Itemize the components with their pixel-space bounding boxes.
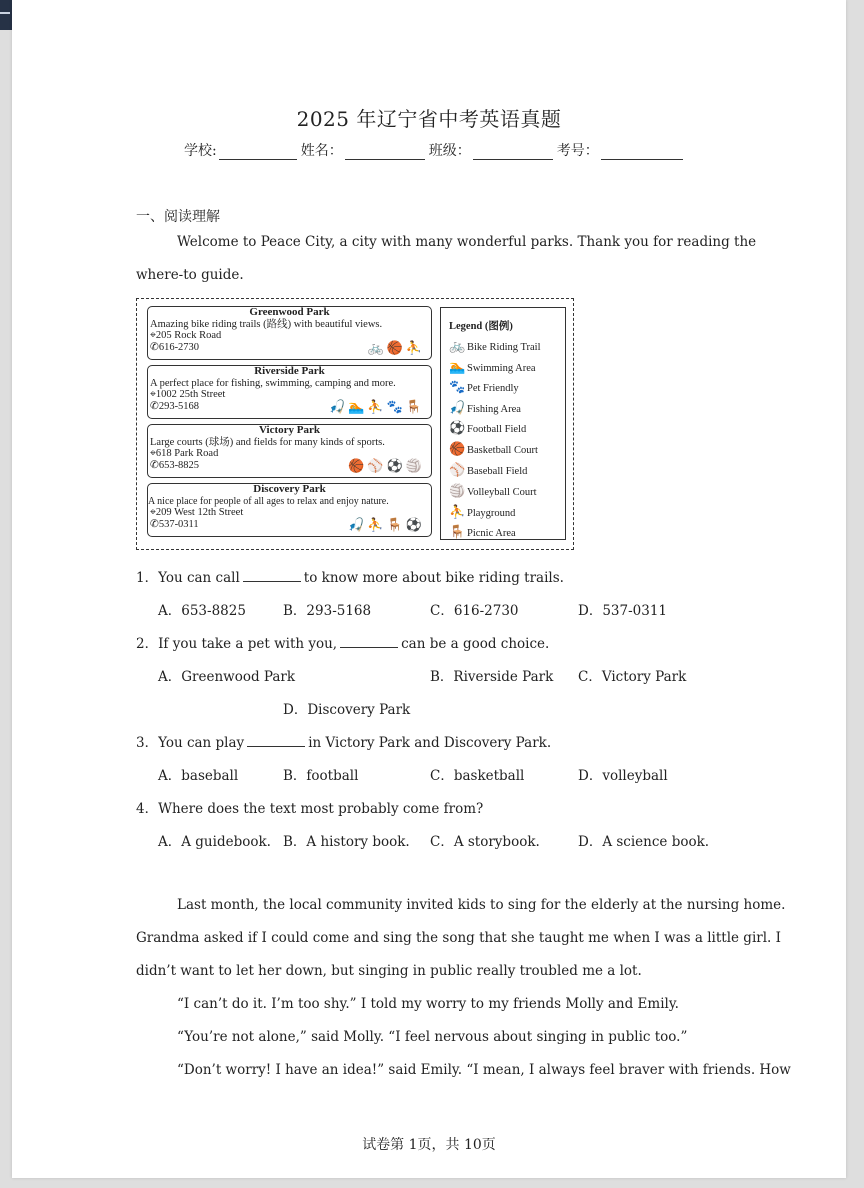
legend-label: Bike Riding Trail bbox=[467, 342, 541, 353]
school-blank[interactable] bbox=[219, 145, 297, 160]
location-icon: ⌖ bbox=[150, 507, 156, 518]
park-facility-icons: 🏀⚾⚽🏐 bbox=[348, 457, 425, 473]
passage-line: Grandma asked if I could come and sing the song that she taught me when I was a little girl. I bbox=[136, 930, 781, 946]
park-phone: 653-8825 bbox=[158, 459, 200, 471]
park-phone: 293-5168 bbox=[158, 400, 200, 412]
park-address: 1002 25th Street bbox=[155, 389, 226, 400]
park-name: Discovery Park bbox=[253, 483, 326, 495]
park-card-victory bbox=[147, 424, 432, 478]
park-facility-icons: 🚲🏀⛹ bbox=[367, 339, 425, 355]
answer-blank[interactable] bbox=[340, 636, 398, 648]
option[interactable]: B．Riverside Park bbox=[430, 669, 554, 685]
park-phone: 537-0311 bbox=[158, 518, 199, 530]
answer-blank[interactable] bbox=[247, 735, 305, 747]
option[interactable]: C．Victory Park bbox=[578, 669, 687, 685]
park-name: Victory Park bbox=[259, 424, 320, 436]
park-card-discovery bbox=[147, 483, 432, 537]
park-description: A nice place for people of all ages to relax and enjoy nature. bbox=[148, 495, 389, 507]
picnic-icon: 🪑 bbox=[449, 524, 466, 539]
option[interactable]: D．Discovery Park bbox=[283, 702, 411, 718]
exam-number-blank[interactable] bbox=[601, 145, 683, 160]
legend-title: Legend (图例) bbox=[449, 321, 513, 332]
basketball-icon: 🏀 bbox=[449, 441, 466, 456]
question-number: 1． bbox=[136, 570, 159, 586]
location-icon: ⌖ bbox=[150, 389, 156, 400]
option[interactable]: D．537-0311 bbox=[578, 603, 668, 619]
park-address: 209 West 12th Street bbox=[155, 507, 244, 518]
option[interactable]: D．volleyball bbox=[578, 768, 668, 784]
location-icon: ⌖ bbox=[150, 448, 156, 459]
question-text: You can call bbox=[158, 570, 240, 586]
question-number: 3． bbox=[136, 735, 159, 751]
phone-icon: ✆ bbox=[150, 400, 159, 412]
page-footer: 试卷第 1页，共 10页 bbox=[362, 1137, 496, 1153]
option[interactable]: B．293-5168 bbox=[283, 603, 372, 619]
legend-label: Volleyball Court bbox=[467, 487, 537, 498]
question-text: Where does the text most probably come from? bbox=[158, 801, 484, 817]
volleyball-icon: 🏐 bbox=[449, 483, 466, 498]
baseball-icon: ⚾ bbox=[449, 462, 466, 477]
intro-line-1: Welcome to Peace City, a city with many wonderful parks. Thank you for reading the bbox=[177, 234, 757, 250]
legend-label: Picnic Area bbox=[467, 528, 516, 539]
park-address: 618 Park Road bbox=[155, 448, 219, 459]
exam-number-label: 考号： bbox=[556, 143, 599, 159]
question-number: 4． bbox=[136, 801, 159, 817]
park-phone: 616-2730 bbox=[158, 341, 200, 353]
passage-line: didn’t want to let her down, but singing in public really troubled me a lot. bbox=[136, 963, 642, 979]
phone-icon: ✆ bbox=[150, 518, 159, 530]
legend-label: Playground bbox=[467, 508, 516, 519]
question-1 bbox=[136, 566, 564, 586]
legend-label: Basketball Court bbox=[467, 445, 538, 456]
football-icon: ⚽ bbox=[449, 420, 466, 435]
option[interactable]: C．basketball bbox=[430, 768, 525, 784]
park-facility-icons: 🎣🏊⛹🐾🪑 bbox=[329, 398, 425, 414]
legend-label: Baseball Field bbox=[467, 466, 528, 477]
name-label: 姓名： bbox=[300, 143, 343, 159]
phone-icon: ✆ bbox=[150, 341, 159, 353]
passage-line: “Don’t worry! I have an idea!” said Emily. “I mean, I always feel braver with friends. How bbox=[177, 1062, 791, 1078]
school-label: 学校: bbox=[184, 143, 217, 159]
park-guide bbox=[136, 298, 574, 550]
paw-icon: 🐾 bbox=[449, 379, 466, 394]
question-text: to know more about bike riding trails. bbox=[303, 570, 564, 586]
option[interactable]: A．Greenwood Park bbox=[158, 669, 296, 685]
legend-label: Swimming Area bbox=[467, 363, 536, 374]
question-2 bbox=[136, 632, 549, 652]
exam-page bbox=[12, 0, 846, 1178]
legend-label: Fishing Area bbox=[467, 404, 521, 415]
fishing-icon: 🎣 bbox=[449, 400, 466, 415]
option[interactable]: A．653-8825 bbox=[158, 603, 246, 619]
park-card-riverside bbox=[147, 365, 432, 419]
question-3 bbox=[136, 731, 551, 751]
playground-icon: ⛹ bbox=[449, 504, 466, 519]
legend-label: Football Field bbox=[467, 424, 527, 435]
question-text: in Victory Park and Discovery Park. bbox=[308, 735, 552, 751]
student-info-row bbox=[184, 140, 687, 160]
bike-icon: 🚲 bbox=[449, 338, 466, 353]
section-title: 一、阅读理解 bbox=[136, 209, 220, 225]
legend-box bbox=[440, 307, 566, 540]
location-icon: ⌖ bbox=[150, 330, 156, 341]
option[interactable]: B．A history book. bbox=[283, 834, 410, 850]
passage-line: Last month, the local community invited kids to sing for the elderly at the nursing home. bbox=[177, 897, 786, 913]
park-description: A perfect place for fishing, swimming, camping and more. bbox=[150, 377, 396, 389]
page-title: 2025 年辽宁省中考英语真题 bbox=[296, 107, 562, 131]
answer-blank[interactable] bbox=[243, 570, 301, 582]
park-card-greenwood bbox=[147, 306, 432, 360]
park-facility-icons: 🎣⛹🪑⚽ bbox=[348, 516, 425, 532]
park-name: Greenwood Park bbox=[249, 306, 330, 318]
swimming-icon: 🏊 bbox=[449, 359, 466, 374]
phone-icon: ✆ bbox=[150, 459, 159, 471]
park-name: Riverside Park bbox=[254, 365, 325, 377]
option[interactable]: C．A storybook. bbox=[430, 834, 540, 850]
class-blank[interactable] bbox=[473, 145, 553, 160]
option[interactable]: A．A guidebook. bbox=[158, 834, 271, 850]
passage-line: “You’re not alone,” said Molly. “I feel nervous about singing in public too.” bbox=[177, 1029, 688, 1045]
intro-line-2: where-to guide. bbox=[136, 267, 244, 283]
park-address: 205 Rock Road bbox=[155, 330, 222, 341]
question-number: 2． bbox=[136, 636, 159, 652]
park-description: Large courts (球场) and fields for many kinds of sports. bbox=[150, 436, 385, 448]
question-text: can be a good choice. bbox=[401, 636, 550, 652]
option[interactable]: A．baseball bbox=[158, 768, 239, 784]
class-label: 班级： bbox=[428, 143, 471, 159]
question-4 bbox=[136, 797, 483, 817]
name-blank[interactable] bbox=[345, 145, 425, 160]
option[interactable]: C．616-2730 bbox=[430, 603, 519, 619]
park-description: Amazing bike riding trails (路线) with beautiful views. bbox=[150, 318, 383, 330]
option[interactable]: D．A science book. bbox=[578, 834, 710, 850]
question-text: If you take a pet with you, bbox=[158, 636, 338, 652]
option[interactable]: B．football bbox=[283, 768, 359, 784]
legend-label: Pet Friendly bbox=[467, 383, 519, 394]
question-text: You can play bbox=[158, 735, 245, 751]
passage-line: “I can’t do it. I’m too shy.” I told my worry to my friends Molly and Emily. bbox=[177, 996, 679, 1012]
